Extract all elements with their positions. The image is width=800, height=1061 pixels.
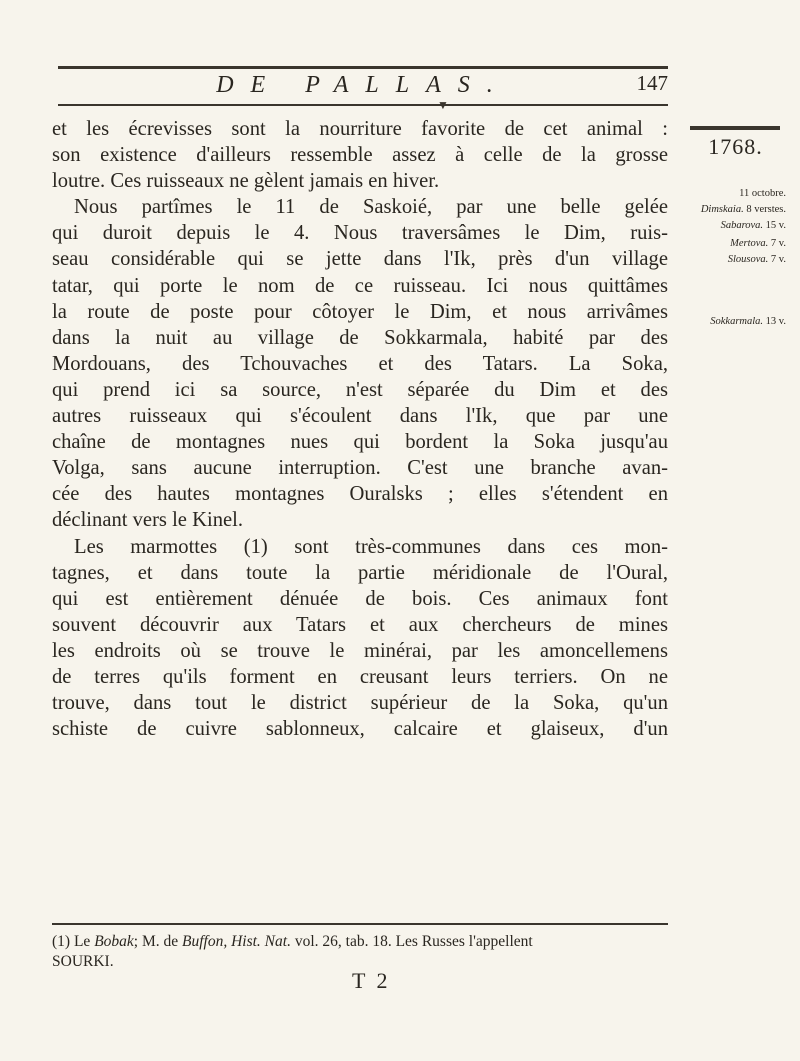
signature-mark: T 2 <box>352 968 391 993</box>
text-line: dans la nuit au village de Sokkarmala, habité par des <box>52 326 668 349</box>
footnote <box>52 932 668 972</box>
text-line: qui est entièrement dénuée de bois. Ces animaux font <box>52 587 668 610</box>
text-line: loutre. Ces ruisseaux ne gèlent jamais en hiver. <box>52 170 440 193</box>
margin-rule <box>690 126 780 130</box>
margin-note-slousova: Slousova. 7 v. <box>727 254 786 265</box>
text-line: trouve, dans tout le district supérieur de la Soka, qu'un <box>52 692 668 715</box>
text-line: son existence d'ailleurs ressemble assez à celle de la grosse <box>52 144 668 167</box>
text-line: tatar, qui porte le nom de ce ruisseau. Ici nous quittâmes <box>52 274 668 297</box>
margin-note-sokkarmala: Sokkarmala. 13 v. <box>710 316 786 327</box>
running-title: DE PALLAS. <box>216 72 510 98</box>
margin-note-date: 11 octobre. <box>739 188 786 199</box>
text-line: la route de poste pour côtoyer le Dim, et nous arrivâmes <box>52 300 668 323</box>
margin-year: 1768. <box>708 134 763 159</box>
text-line: autres ruisseaux qui s'écoulent dans l'Ik, que par une <box>52 405 668 428</box>
text-line: seau considérable qui se jette dans l'Ik, près d'un village <box>52 248 668 271</box>
footnote-line: (1) Le Bobak; M. de Buffon, Hist. Nat. vol. 26, tab. 18. Les Russes l'appellent <box>52 933 533 950</box>
footnote-rule <box>52 923 668 925</box>
text-line: qui duroit depuis le 4. Nous traversâmes le Dim, ruis- <box>52 222 668 245</box>
body-text <box>52 116 668 742</box>
text-line: et les écrevisses sont la nourriture favorite de cet animal : <box>52 118 668 140</box>
text-line: les endroits où se trouve le minérai, par les amoncellemens <box>52 639 668 662</box>
text-line: déclinant vers le Kinel. <box>52 509 243 532</box>
margin-note-mertova: Mertova. 7 v. <box>730 238 786 249</box>
header-bottom-rule <box>58 104 668 106</box>
text-line: Nous partîmes le 11 de Saskoié, par une belle gelée <box>74 196 668 219</box>
text-line: schiste de cuivre sablonneux, calcaire et glaiseux, d'un <box>52 718 668 741</box>
text-line: Volga, sans aucune interruption. C'est une branche avan- <box>52 457 668 480</box>
running-head <box>58 68 668 102</box>
margin-note-dimskaia: Dimskaia. 8 verstes. <box>700 204 786 215</box>
text-line: tagnes, et dans toute la partie méridionale de l'Oural, <box>52 561 668 584</box>
page-number: 147 <box>636 71 668 95</box>
text-line: cée des hautes montagnes Ouralsks ; elles s'étendent en <box>52 483 668 506</box>
text-line: chaîne de montagnes nues qui bordent la Soka jusqu'au <box>52 431 668 454</box>
ornament-icon: ▼ <box>437 98 449 112</box>
text-line: de terres qu'ils forment en creusant leurs terriers. On ne <box>52 665 668 688</box>
footnote-line: SOURKI. <box>52 953 114 970</box>
text-line: qui prend ici sa source, n'est séparée du Dim et des <box>52 378 668 401</box>
margin-note-sabarova: Sabarova. 15 v. <box>720 220 786 231</box>
text-line: Les marmottes (1) sont très-communes dans ces mon- <box>74 535 668 558</box>
text-line: Mordouans, des Tchouvaches et des Tatars. La Soka, <box>52 352 668 375</box>
text-line: souvent découvrir aux Tatars et aux chercheurs de mines <box>52 613 668 636</box>
